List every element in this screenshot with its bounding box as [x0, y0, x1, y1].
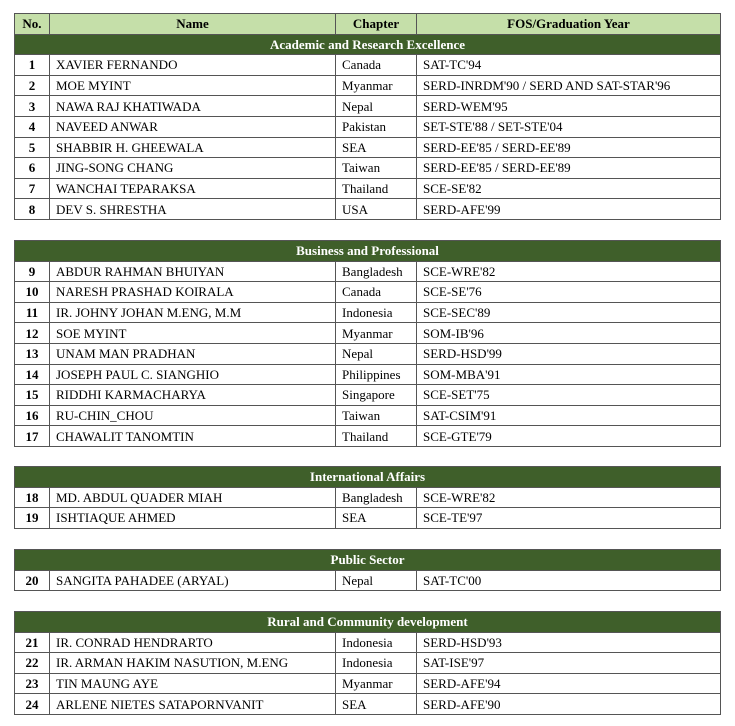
member-name: JOSEPH PAUL C. SIANGHIO	[50, 364, 336, 385]
table-row	[15, 116, 721, 137]
chapter-cell: Indonesia	[336, 632, 417, 653]
row-number: 16	[15, 405, 50, 426]
member-name: IR. JOHNY JOHAN M.ENG, M.M	[50, 302, 336, 323]
section-table	[14, 611, 721, 715]
row-number: 10	[15, 282, 50, 303]
section-header-row	[15, 34, 721, 55]
table-row	[15, 282, 721, 303]
table-row	[15, 158, 721, 179]
fos-year-cell: SCE-SEC'89	[417, 302, 721, 323]
member-name: DEV S. SHRESTHA	[50, 199, 336, 220]
fos-year-cell: SERD-AFE'99	[417, 199, 721, 220]
chapter-cell: Thailand	[336, 178, 417, 199]
member-name: MOE MYINT	[50, 75, 336, 96]
chapter-cell: Nepal	[336, 343, 417, 364]
chapter-cell: Myanmar	[336, 323, 417, 344]
fos-year-cell: SET-STE'88 / SET-STE'04	[417, 116, 721, 137]
chapter-cell: Nepal	[336, 96, 417, 117]
chapter-cell: USA	[336, 199, 417, 220]
fos-year-cell: SERD-HSD'93	[417, 632, 721, 653]
chapter-cell: Thailand	[336, 426, 417, 447]
row-number: 5	[15, 137, 50, 158]
chapter-cell: Bangladesh	[336, 261, 417, 282]
member-name: RU-CHIN_CHOU	[50, 405, 336, 426]
table-row	[15, 137, 721, 158]
fos-year-cell: SERD-EE'85 / SERD-EE'89	[417, 158, 721, 179]
row-number: 6	[15, 158, 50, 179]
fos-year-cell: SCE-SE'82	[417, 178, 721, 199]
fos-year-cell: SAT-TC'94	[417, 55, 721, 76]
member-name: WANCHAI TEPARAKSA	[50, 178, 336, 199]
row-number: 1	[15, 55, 50, 76]
chapter-cell: Taiwan	[336, 405, 417, 426]
chapter-cell: Singapore	[336, 385, 417, 406]
table-row	[15, 178, 721, 199]
column-header: Chapter	[336, 14, 417, 35]
table-row	[15, 694, 721, 715]
row-number: 14	[15, 364, 50, 385]
row-number: 20	[15, 570, 50, 591]
table-row	[15, 673, 721, 694]
fos-year-cell: SOM-IB'96	[417, 323, 721, 344]
member-name: CHAWALIT TANOMTIN	[50, 426, 336, 447]
table-row	[15, 508, 721, 529]
table-row	[15, 261, 721, 282]
table-row	[15, 426, 721, 447]
table-row	[15, 75, 721, 96]
fos-year-cell: SAT-TC'00	[417, 570, 721, 591]
member-name: IR. CONRAD HENDRARTO	[50, 632, 336, 653]
column-header: No.	[15, 14, 50, 35]
table-row	[15, 570, 721, 591]
chapter-cell: Philippines	[336, 364, 417, 385]
table-row	[15, 96, 721, 117]
fos-year-cell: SERD-HSD'99	[417, 343, 721, 364]
member-name: XAVIER FERNANDO	[50, 55, 336, 76]
chapter-cell: Indonesia	[336, 302, 417, 323]
chapter-cell: SEA	[336, 508, 417, 529]
table-row	[15, 405, 721, 426]
member-name: UNAM MAN PRADHAN	[50, 343, 336, 364]
row-number: 18	[15, 487, 50, 508]
member-name: SHABBIR H. GHEEWALA	[50, 137, 336, 158]
chapter-cell: Bangladesh	[336, 487, 417, 508]
fos-year-cell: SCE-SET'75	[417, 385, 721, 406]
section-table	[14, 466, 721, 529]
section-header-row	[15, 467, 721, 488]
fos-year-cell: SCE-TE'97	[417, 508, 721, 529]
section-header-row	[15, 612, 721, 633]
section-title: Public Sector	[15, 550, 721, 571]
chapter-cell: Nepal	[336, 570, 417, 591]
chapter-cell: Canada	[336, 55, 417, 76]
member-name: ISHTIAQUE AHMED	[50, 508, 336, 529]
chapter-cell: Indonesia	[336, 653, 417, 674]
row-number: 4	[15, 116, 50, 137]
fos-year-cell: SCE-GTE'79	[417, 426, 721, 447]
chapter-cell: Taiwan	[336, 158, 417, 179]
member-name: IR. ARMAN HAKIM NASUTION, M.ENG	[50, 653, 336, 674]
fos-year-cell: SERD-AFE'90	[417, 694, 721, 715]
member-name: TIN MAUNG AYE	[50, 673, 336, 694]
fos-year-cell: SAT-CSIM'91	[417, 405, 721, 426]
section-table	[14, 13, 721, 220]
section-table	[14, 240, 721, 447]
fos-year-cell: SAT-ISE'97	[417, 653, 721, 674]
column-header: Name	[50, 14, 336, 35]
row-number: 3	[15, 96, 50, 117]
chapter-cell: Myanmar	[336, 673, 417, 694]
row-number: 11	[15, 302, 50, 323]
table-row	[15, 653, 721, 674]
row-number: 19	[15, 508, 50, 529]
table-row	[15, 364, 721, 385]
section-header-row	[15, 241, 721, 262]
fos-year-cell: SERD-AFE'94	[417, 673, 721, 694]
row-number: 22	[15, 653, 50, 674]
chapter-cell: SEA	[336, 137, 417, 158]
section-title: Business and Professional	[15, 241, 721, 262]
member-name: NARESH PRASHAD KOIRALA	[50, 282, 336, 303]
table-row	[15, 55, 721, 76]
section-title: International Affairs	[15, 467, 721, 488]
table-row	[15, 632, 721, 653]
header-row	[15, 14, 721, 35]
section-title: Rural and Community development	[15, 612, 721, 633]
table-row	[15, 199, 721, 220]
member-name: JING-SONG CHANG	[50, 158, 336, 179]
section-title: Academic and Research Excellence	[15, 34, 721, 55]
member-name: SANGITA PAHADEE (ARYAL)	[50, 570, 336, 591]
chapter-cell: Pakistan	[336, 116, 417, 137]
fos-year-cell: SOM-MBA'91	[417, 364, 721, 385]
fos-year-cell: SCE-WRE'82	[417, 487, 721, 508]
section-header-row	[15, 550, 721, 571]
member-name: ABDUR RAHMAN BHUIYAN	[50, 261, 336, 282]
member-name: NAVEED ANWAR	[50, 116, 336, 137]
row-number: 15	[15, 385, 50, 406]
fos-year-cell: SERD-WEM'95	[417, 96, 721, 117]
row-number: 2	[15, 75, 50, 96]
row-number: 21	[15, 632, 50, 653]
table-row	[15, 385, 721, 406]
fos-year-cell: SERD-EE'85 / SERD-EE'89	[417, 137, 721, 158]
column-header: FOS/Graduation Year	[417, 14, 721, 35]
row-number: 23	[15, 673, 50, 694]
row-number: 7	[15, 178, 50, 199]
row-number: 13	[15, 343, 50, 364]
row-number: 24	[15, 694, 50, 715]
chapter-cell: Myanmar	[336, 75, 417, 96]
table-row	[15, 487, 721, 508]
member-name: SOE MYINT	[50, 323, 336, 344]
fos-year-cell: SCE-SE'76	[417, 282, 721, 303]
chapter-cell: Canada	[336, 282, 417, 303]
row-number: 9	[15, 261, 50, 282]
member-name: MD. ABDUL QUADER MIAH	[50, 487, 336, 508]
row-number: 17	[15, 426, 50, 447]
member-name: NAWA RAJ KHATIWADA	[50, 96, 336, 117]
member-name: ARLENE NIETES SATAPORNVANIT	[50, 694, 336, 715]
row-number: 8	[15, 199, 50, 220]
fos-year-cell: SERD-INRDM'90 / SERD AND SAT-STAR'96	[417, 75, 721, 96]
member-name: RIDDHI KARMACHARYA	[50, 385, 336, 406]
fos-year-cell: SCE-WRE'82	[417, 261, 721, 282]
section-table	[14, 549, 721, 591]
table-row	[15, 302, 721, 323]
chapter-cell: SEA	[336, 694, 417, 715]
table-row	[15, 323, 721, 344]
row-number: 12	[15, 323, 50, 344]
table-row	[15, 343, 721, 364]
